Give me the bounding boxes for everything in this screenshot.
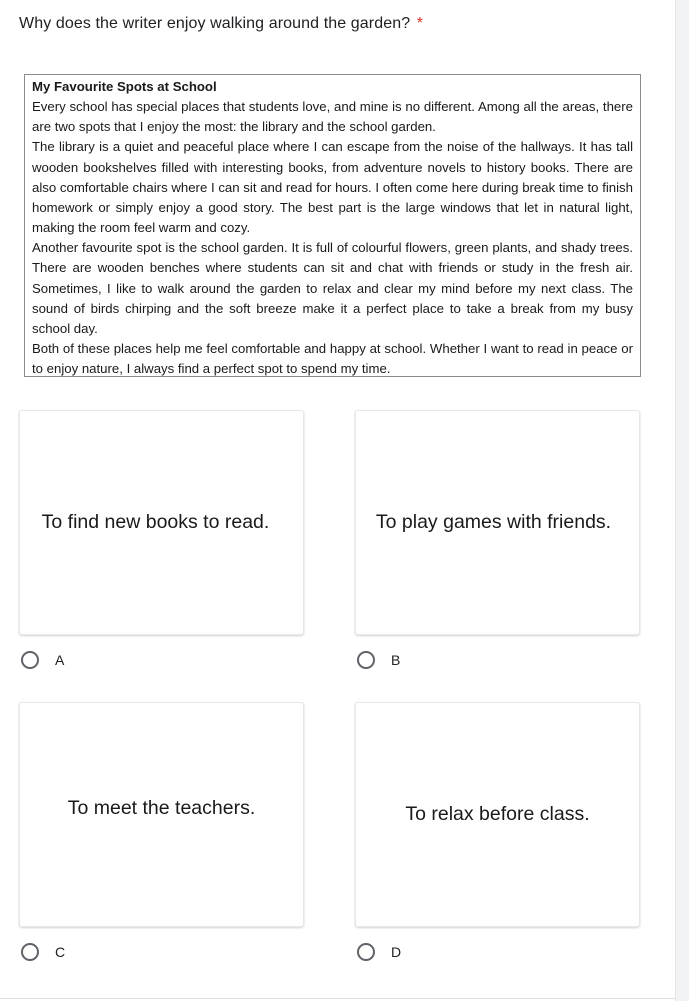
option-d-image[interactable] xyxy=(355,702,640,927)
option-d-label: D xyxy=(391,944,402,960)
reading-passage-image xyxy=(24,74,641,377)
question-title xyxy=(19,15,423,33)
option-d-radio[interactable] xyxy=(357,943,375,961)
page-scroll-gutter xyxy=(675,0,689,1001)
required-asterisk: * xyxy=(416,15,424,32)
option-c-radio[interactable] xyxy=(21,943,39,961)
option-a-radio[interactable] xyxy=(21,651,39,669)
option-b-radio[interactable] xyxy=(357,651,375,669)
option-c-image[interactable] xyxy=(19,702,304,927)
option-d-image-text: To relax before class. xyxy=(405,803,590,825)
option-a-image-text: To find new books to read. xyxy=(41,511,270,533)
option-a-image[interactable] xyxy=(19,410,304,635)
passage-paragraph: Another favourite spot is the school garden. It is full of colourful flowers, green plants, and shady trees. There are wooden benches where students can sit and chat with friends or study in the fresh air. Sometimes, I like to walk around the garden to relax and clear my mind before my next class. The sound of birds chirping and the soft breeze make it a perfect place to take a break from my busy school day. xyxy=(32,240,633,336)
option-c-label: C xyxy=(55,944,66,960)
option-c[interactable] xyxy=(21,943,65,961)
option-a-label: A xyxy=(55,652,65,668)
passage-paragraph: Both of these places help me feel comfortable and happy at school. Whether I want to read in peace or to enjoy nature, I always find a perfect spot to spend my time. xyxy=(32,341,633,377)
option-b-image[interactable] xyxy=(355,410,640,635)
option-d[interactable] xyxy=(357,943,401,961)
option-b[interactable] xyxy=(357,651,400,669)
option-c-image-text: To meet the teachers. xyxy=(67,797,256,819)
option-b-label: B xyxy=(391,652,401,668)
question-text: Why does the writer enjoy walking around the garden? xyxy=(19,15,411,32)
option-b-image-text: To play games with friends. xyxy=(375,511,612,533)
option-a[interactable] xyxy=(21,651,64,669)
passage-title: My Favourite Spots at School xyxy=(32,79,217,94)
passage-paragraph: The library is a quiet and peaceful place where I can escape from the noise of the hallways. It has tall wooden bookshelves filled with interesting books, from adventure novels to history books. There are also comfortable chairs where I can sit and read for hours. I often come here during break time to finish homework or simply enjoy a good story. The best part is the large windows that let in natural light, making the room feel warm and cozy. xyxy=(32,139,633,236)
passage-paragraph: Every school has special places that students love, and mine is no different. Among all the areas, there are two spots that I enjoy the most: the library and the school garden. xyxy=(32,99,633,135)
